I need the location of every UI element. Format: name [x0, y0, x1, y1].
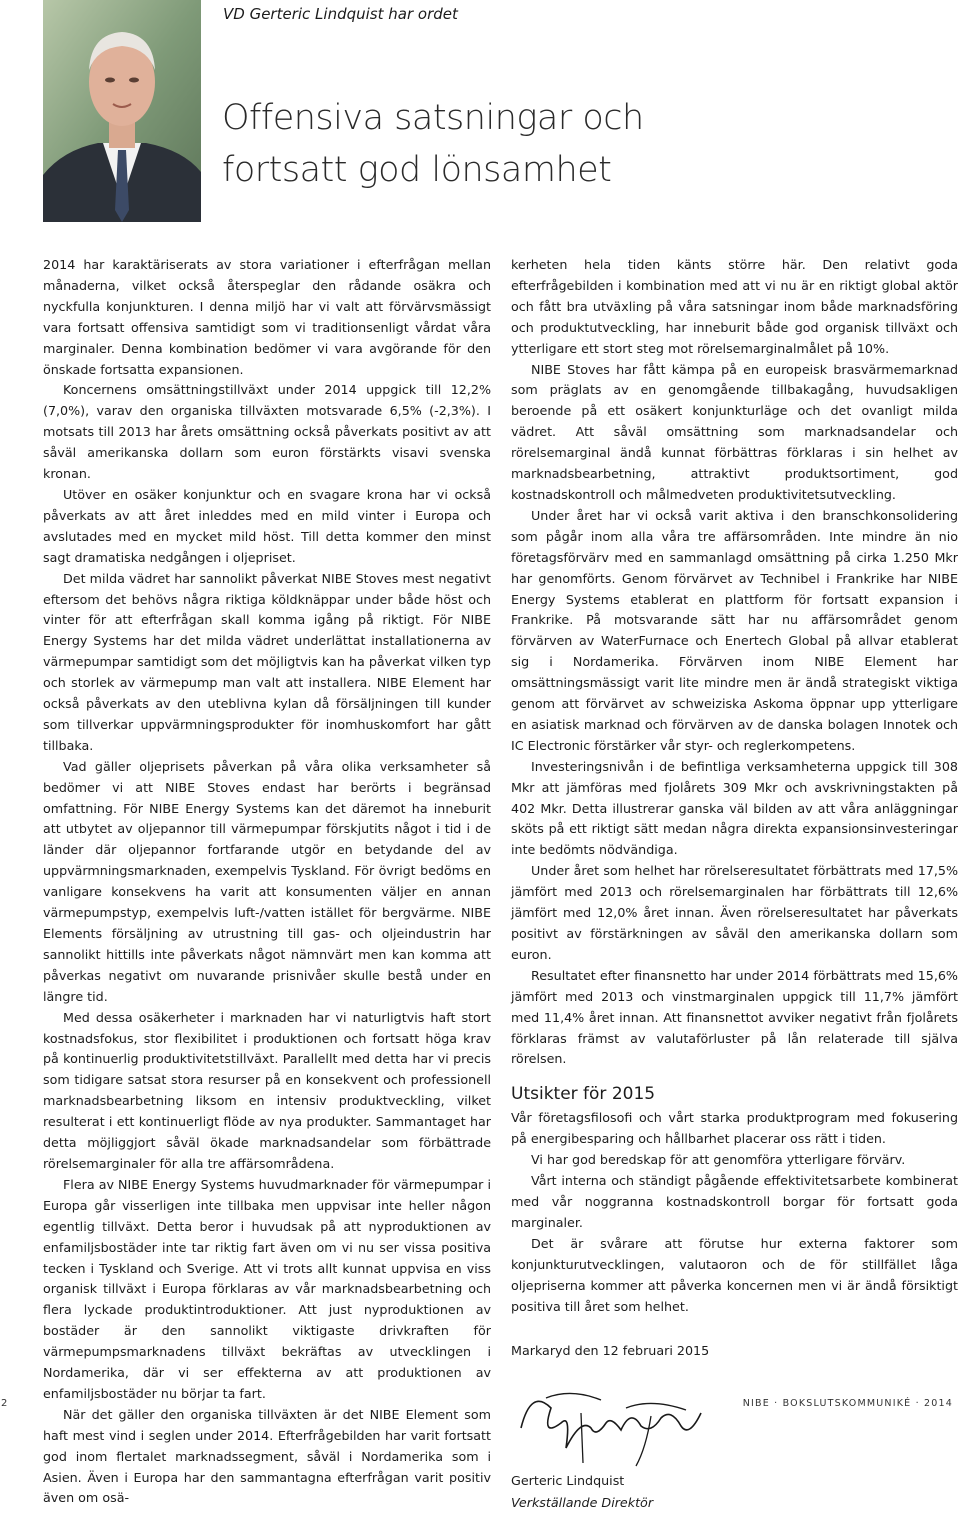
paragraph: Vad gäller oljeprisets påverkan på våra olika verksamheter så bedömer vi att NIBE Stoves endast har berörts i begränsad omfattning. För NIBE Energy Systems kan det däremot ha inneburit att utbytet av oljepannor till värmepumpar förskjutits något i tid i de länder där oljepannor fortfarande utgör en betydande del av uppvärmningsmarknaden, exempelvis Tyskland. För övrigt bedöms en vanligare konsekvens ha varit att konsumenten väljer en annan värmepumpstyp, exempelvis luft-/vatten istället för bergvärme. NIBE Elements försäljning av utrustning till gas- och oljeindustrin har sannolikt hittills inte påverkats något nämnvärt men kan komma att påverkas negativt om nuvarande prisnivåer skulle bestå under en längre tid.	[43, 758, 491, 1004]
signer-name: Gerteric Lindquist	[511, 1473, 625, 1489]
paragraph: NIBE Stoves har fått kämpa på en europeisk brasvärmemarknad som präglats av en genomgående tillbakagång, huvudsakligen beroende på ett osäkert konjunkturläge och det ovanligt milda vädret. Att såväl omsättning som marknadsandelar och rörelsemarginal ändå kunnat förbättras förklaras i sin helhet av marknadsbearbetning, attraktivt produktsortiment, god kostnadskontroll och målmedveten produktivitetsutveckling.	[511, 361, 958, 502]
paragraph: Resultatet efter finansnetto har under 2014 förbättrats med 15,6% jämfört med 2013 och vinstmarginalen uppgick till 11,7% jämfört med 11,4% året innan. Att finansnettot avviker negativt från fjolårets förklaras främst av valutaförluster på lån relaterade till själva rörelsen.	[511, 967, 958, 1067]
outlook-heading: Utsikter för 2015	[511, 1084, 656, 1105]
paragraph: Vår företagsfilosofi och vårt starka produktprogram med fokusering på energibesparing och hållbarhet placerar oss rätt i tiden.	[511, 1110, 958, 1147]
paragraph: Vårt interna och ständigt pågående effektivitetsarbete kombinerat med vår noggranna kostnadskontroll borgar för fortsatt goda marginaler.	[511, 1173, 958, 1230]
headline-line-2: fortsatt god lönsamhet	[222, 150, 612, 190]
section-label: VD Gerteric Lindquist har ordet	[223, 5, 458, 23]
page-headline	[222, 92, 782, 196]
signer-title: Verkställande Direktör	[511, 1495, 654, 1511]
headline-line-1: Offensiva satsningar och	[222, 98, 644, 138]
paragraph: Under året som helhet har rörelseresultatet förbättrats med 17,5% jämfört med 2013 och rörelsemarginalen har förbättrats till 12,6% jämfört med 12,0% året innan. Även rörelseresultatet har påverkats positivt av förstärkningen av såväl den amerikanska dollarn som euron.	[511, 863, 958, 962]
signature-image	[511, 1368, 711, 1468]
paragraph: Koncernens omsättningstillväxt under 2014 uppgick till 12,2% (7,0%), varav den organiska tillväxten motsvarade 6,5% (-2,3%). I motsats till 2013 har årets omsättning också påverkats positivt av att såväl amerikanska dollarn som euron förstärkts visavi svenska kronan.	[43, 382, 491, 482]
paragraph: Det milda vädret har sannolikt påverkat NIBE Stoves mest negativt eftersom det behövs några riktiga köldknäppar under både höst och vinter för att efterfrågan skall komma igång på riktigt. För NIBE Energy Systems har det milda vädret underlättat installationerna av värmepumpar samtidigt som det möjligtvis kan ha påverkat vilken typ och storlek av värmepump man valt att installera. NIBE Element har också påverkats av den uteblivna kylan då försäljningen till kunder som tillverkar uppvärmningsprodukter för inomhuskomfort har gått tillbaka.	[43, 570, 491, 753]
paragraph: Det är svårare att förutse hur externa faktorer som konjunkturutvecklingen, valutaoron och de för stillfället låga oljepriserna kommer att påverka koncernen men vi är ändå försiktigt positiva till året som helhet.	[511, 1235, 958, 1314]
paragraph: Utöver en osäker konjunktur och en svagare krona har vi också påverkats av att året inleddes med en mild vinter i Europa och avslutades med en mycket mild höst. Till detta kommer den minst sagt dramatiska nedgången i oljepriset.	[43, 486, 491, 565]
signoff	[511, 1341, 958, 1514]
paragraph: 2014 har karaktäriserats av stora variationer i efterfrågan mellan månaderna, vilket också återspeglar den rådande osäkra och nyckfulla konjunkturen. I denna miljö har vi valt att förvärvsmässigt vara fortsatt offensiva samtidigt som vi traditionsenligt vårdat våra marginaler. Denna kombination bedömer vi vara avgörande för den önskade fortsatta expansionen.	[43, 257, 491, 377]
portrait-image	[43, 0, 201, 222]
paragraph: Investeringsnivån i de befintliga verksamheterna uppgick till 308 Mkr att jämföras med fjolårets 309 Mkr och avskrivningstakten på 402 Mkr. Detta illustrerar ganska väl bilden av att våra anläggningar sköts på ett riktigt sätt medan några direkta expansionsinvesteringar inte bedömts nödvändiga.	[511, 758, 958, 858]
left-column	[43, 255, 491, 1509]
paragraph: Med dessa osäkerheter i marknaden har vi naturligtvis haft stort kostnadsfokus, stor flexibilitet i produktionen och fortsatt höga krav på kontinuerlig produktivitetstillväxt. Parallellt med detta har vi precis som tidigare satsat stora resurser på en konsekvent och professionell marknadsbearbetning liksom en intensiv produktveckling, vilket resulterat i ett kontinuerligt flöde av nya produkter. Sammantaget har detta möjliggjort såväl ökade marknadsandelar som förbättrade rörelsemarginaler för alla tre affärsområdena.	[43, 1009, 491, 1171]
place-date: Markaryd den 12 februari 2015	[511, 1343, 710, 1359]
paragraph: Vi har god beredskap för att genomföra ytterligare förvärv.	[531, 1152, 906, 1168]
page-number: 2	[1, 1398, 8, 1409]
ceo-portrait	[43, 0, 201, 222]
paragraph: Flera av NIBE Energy Systems huvudmarknader för värmepumpar i Europa går visserligen inte tillbaka men uppvisar inte heller någon egentlig tillväxt. Detta beror i huvudsak på att nyproduktionen av enfamiljsbostäder inte tar riktig fart även om vi nu ser vissa positiva tecken i Tyskland och Sverige. Att vi trots allt kunnat uppvisa en viss organisk tillväxt i Europa förklaras av vår marknadsbearbetning och flera lyckade produktintroduktioner. Att just nyproduktionen av bostäder är den sannolikt viktigaste drivkraften för värmepumpsmarknadens tillväxt bekräftas av utvecklingen i Nordamerika, där vi ser effekterna av att produktionen av enfamiljsbostäder nu börjar ta fart.	[43, 1176, 491, 1401]
paragraph: När det gäller den organiska tillväxten är det NIBE Element som haft mest vind i seglen under 2014. Efterfrågebilden har varit fortsatt god inom flertalet marknadssegment, såväl i Nordamerika som i Asien. Även i Europa har den sammantagna efterfrågan varit positiv även om osä-	[43, 1406, 491, 1506]
right-column	[511, 255, 958, 1514]
footer-publication: NIBE · BOKSLUTSKOMMUNIKÉ · 2014	[742, 1398, 953, 1409]
paragraph: kerheten hela tiden känts större här. Den relativt goda efterfrågebilden i kombination med att vi nu är en riktigt global aktör och fått bra utväxling på våra satsningar inom både marknadsföring och produktutveckling, har inneburit både god organisk tillväxt och ytterligare ett stort steg mot rörelsemarginalmålet på 10%.	[511, 257, 958, 356]
paragraph: Under året har vi också varit aktiva i den branschkonsolidering som pågår inom alla våra tre affärsområden. Inte mindre än nio företagsförvärv med en sammanlagd omsättning på cirka 1.250 Mkr har genomförts. Genom förvärvet av Technibel i Frankrike har NIBE Energy Systems etablerat en plattform för fortsatt expansion i Frankrike. På motsvarande sätt har nu affärsområdet genom förvärven av WaterFurnace och Enertech Global på allvar etablerat sig i Nordamerika. Förvärven inom NIBE Element har omsättningsmässigt varit lite mindre men är ändå strategiskt viktiga genom att förvärvet av schweiziska Askoma öppnar upp ytterligare en asiatisk marknad och förvärven av de danska bolagen Innotek och IC Electronic förstärker vår styr- och reglerkompetens.	[511, 507, 958, 753]
